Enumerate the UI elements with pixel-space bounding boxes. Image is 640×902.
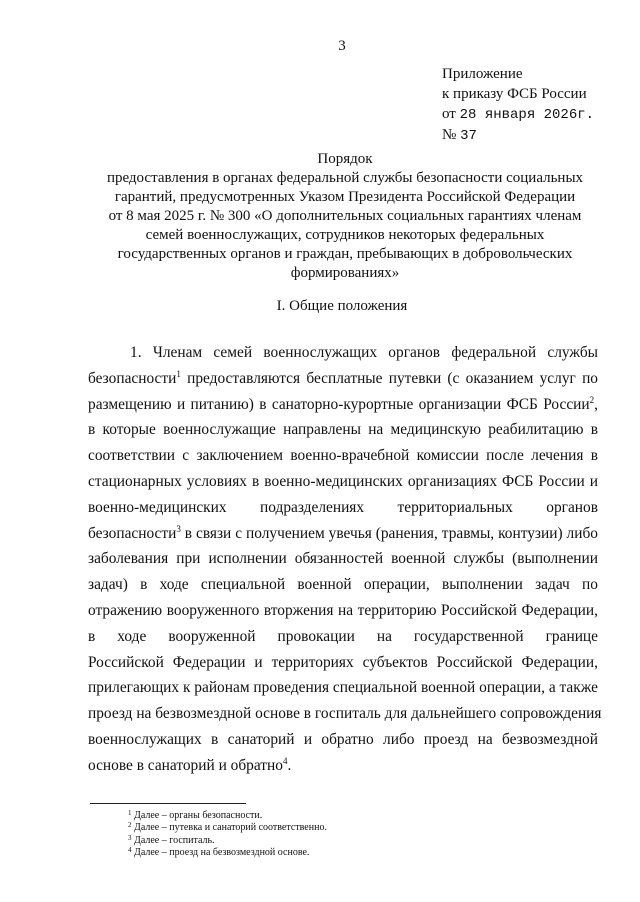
paragraph-line [88, 521, 598, 547]
footnote-ref: 1 [176, 368, 181, 379]
appendix-number-prefix: № [442, 127, 461, 143]
paragraph-line: соответствии с заключением военно-врачебной комиссии после лечения в [88, 447, 598, 465]
appendix-header [442, 64, 594, 146]
text-run: предоставляются бесплатные путевки (с оказанием услуг по [180, 369, 598, 387]
text-run: безопасности [88, 369, 177, 387]
title-line: семей военнослужащих, сотрудников некоторых федеральных [145, 227, 545, 243]
appendix-number-line [442, 125, 594, 146]
text-run: . [287, 756, 292, 774]
text-run: основе в санаторий и обратно [88, 756, 283, 774]
title-line: государственных органов и граждан, пребывающих в добровольческих [117, 246, 573, 262]
footnote-mark: 4 [128, 846, 132, 855]
paragraph-line: отражению вооруженного вторжения на территорию Российской Федерации, [88, 601, 598, 619]
appendix-date: 28 января 2026г. [459, 107, 595, 123]
paragraph-line: 1. Членам семей военнослужащих органов федеральной службы [130, 344, 598, 361]
page-number: 3 [338, 38, 346, 54]
paragraph-line [88, 753, 598, 779]
footnote-item [128, 822, 327, 834]
footnote-text: Далее – путевка и санаторий соответственно. [131, 822, 327, 834]
paragraph-line: Российской Федерации и территориях субъектов Российской Федерации, [88, 653, 598, 671]
appendix-date-prefix: от [442, 106, 460, 122]
footnote-text: Далее – органы безопасности. [131, 810, 263, 821]
paragraph-line [88, 392, 598, 418]
appendix-number: 37 [460, 128, 477, 144]
footnote-ref: 3 [176, 523, 181, 534]
paragraph-line [88, 366, 598, 392]
title-heading: Порядок [317, 151, 373, 167]
appendix-label: Приложение [442, 66, 523, 82]
footnote-mark: 2 [128, 821, 132, 830]
paragraph-line: военно-медицинских подразделениях территориальных органов [88, 498, 598, 516]
paragraph-line: военнослужащих в санаторий и обратно либо проезд на безвозмездной [88, 730, 598, 748]
appendix-date-line [442, 104, 594, 125]
text-run: в связи с получением увечья (ранения, травмы, контузии) либо [180, 524, 598, 542]
footnotes [128, 810, 327, 860]
paragraph-line: проезд на безвозмездной основе в госпиталь для дальнейшего сопровождения [88, 705, 602, 723]
paragraph-1 [88, 340, 602, 779]
text-run: безопасности [88, 524, 177, 542]
footnote-item [128, 847, 327, 859]
appendix-order-ref: к приказу ФСБ России [442, 86, 587, 102]
paragraph-line: задач) в ходе специальной военной операции, выполнении задач по [88, 576, 598, 594]
paragraph-line: прилегающих к районам проведения специальной военной операции, а также [88, 679, 598, 697]
title-line: гарантий, предусмотренных Указом Президента Российской Федерации [114, 189, 576, 205]
footnote-ref: 4 [282, 755, 288, 766]
text-run: , [594, 395, 598, 413]
footnote-ref: 2 [589, 394, 595, 405]
paragraph-line: в которые военнослужащие направлены на медицинскую реабилитацию в [88, 421, 598, 439]
title-line: от 8 мая 2025 г. № 300 «О дополнительных социальных гарантиях членам [108, 208, 582, 224]
footnote-separator [90, 803, 246, 804]
footnote-text: Далее – проезд на безвозмездной основе. [131, 847, 310, 859]
paragraph-line: в ходе вооруженной провокации на государственной границе [88, 627, 598, 645]
footnote-text: Далее – госпиталь. [131, 834, 215, 846]
footnote-item [128, 810, 327, 822]
footnote-item [128, 835, 327, 847]
title-line: формированиях» [290, 265, 400, 281]
text-run: размещению и питанию) в санаторно-курортные организации ФСБ России [88, 395, 590, 413]
title-line: предоставления в органах федеральной службы безопасности социальных [106, 170, 584, 186]
footnote-mark: 1 [128, 809, 132, 817]
footnote-mark: 3 [128, 833, 132, 842]
section-heading: I. Общие положения [276, 298, 408, 314]
paragraph-line: стационарных условиях в военно-медицинских организациях ФСБ России и [88, 472, 598, 490]
document-title [80, 150, 610, 283]
paragraph-line: заболевания при исполнении обязанностей военной службы (выполнении [88, 550, 598, 568]
